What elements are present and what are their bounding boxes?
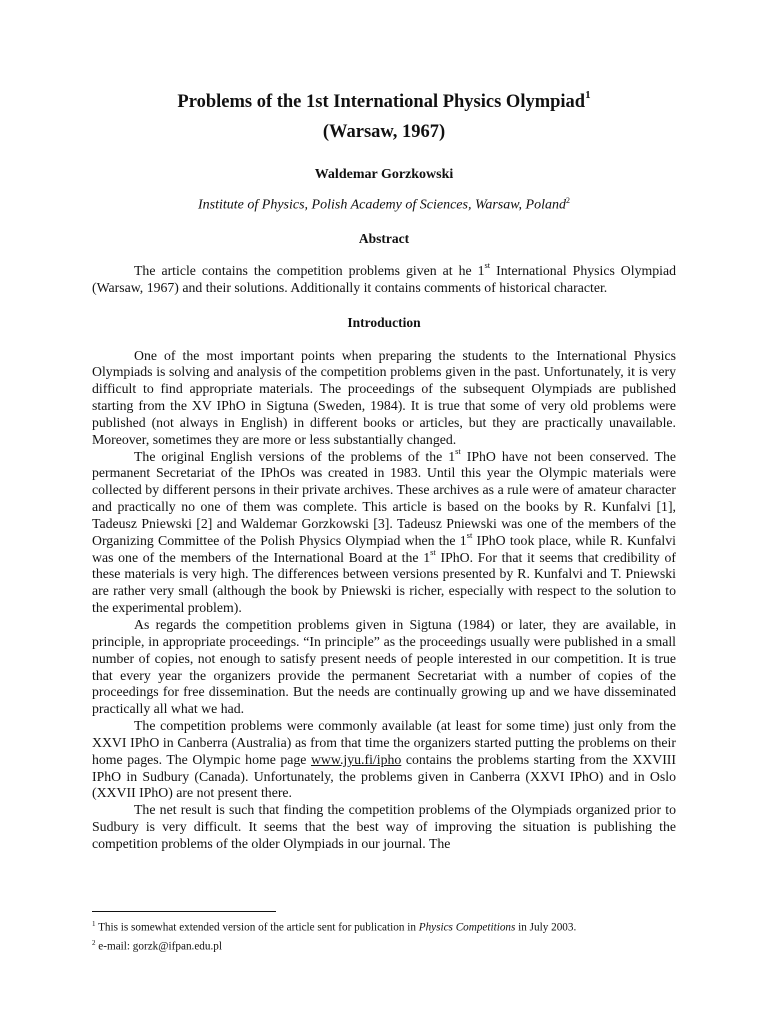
footnotes — [92, 917, 692, 954]
article-title: Problems of the 1st International Physics Olympiad$^1$ (Warsaw, 1967) — [177, 89, 591, 143]
abstract-paragraph: The article contains the competition problems given at he 1st International Physics Olympiad (Warsaw, 1967) and their solutions. Additionally it contains comments of historical character. — [92, 260, 676, 295]
article — [92, 82, 676, 853]
footnote-ref-1[interactable]: 1 — [585, 89, 591, 101]
affiliation: Institute of Physics, Polish Academy of Sciences, Warsaw, Poland$^2$ — [198, 196, 570, 213]
author-name: Waldemar Gorzkowski — [314, 167, 454, 183]
abstract-heading: Abstract — [358, 230, 410, 246]
intro-paragraph-3: As regards the competition problems given in Sigtuna (1984) or later, they are available, in principle, in appropriate proceedings. “In principle” as the proceedings usually were published in a small number of copies, not enough to satisfy present needs of people interested in our competition. It is true that every year the organizers provide the permanent Secretariat with a number of copies of the proceedings for free dissemination. But the needs are continually growing up and we have disseminated practically all what we had. — [92, 617, 676, 717]
intro-paragraph-4: The competition problems were commonly available (at least for some time) just only from the XXVI IPhO in Canberra (Australia) as from that time the organizers started putting the problems on their home pages. The Olympic home page www.jyu.fi/ipho contains the problems starting from the XXVIII IPhO in Sudbury (Canada). Unfortunately, the problems given in Canberra (XXVI IPhO) and in Oslo (XXVII IPhO) are not present there. — [92, 718, 676, 801]
intro-paragraph-1: One of the most important points when preparing the students to the International Physics Olympiads is solving and analysis of the competition problems given in the past. Unfortunately, it is very difficult to find appropriate materials. The proceedings of the subsequent Olympiads are published starting from the XV IPhO in Sigtuna (Sweden, 1984). It is true that some of very old problems were published (not always in English) in different books or articles, but they are practically unavailable. Moreover, sometimes they are more or less substantially changed. — [92, 347, 676, 447]
email-address: e-mail: gorzk@ifpan.edu.pl — [95, 940, 222, 953]
footnote-2: $^2$ e-mail: gorzk@ifpan.edu.pl — [92, 938, 222, 953]
intro-paragraph-5: The net result is such that finding the competition problems of the Olympiads organized prior to Sudbury is very difficult. It seems that the best way of improving the situation is publishing the competition problems of the older Olympiads in our journal. The — [92, 802, 676, 851]
footnote-1: $^1$ This is somewhat extended version of the article sent for publication in Physics Competitions in July 2003. — [92, 920, 577, 934]
olympic-home-page-link[interactable]: www.jyu.fi/ipho — [310, 751, 402, 767]
footnote-ref-2[interactable]: 2 — [565, 196, 570, 206]
intro-paragraph-2: The original English versions of the problems of the 1st IPhO have not been conserved. The permanent Secretariat of the IPhOs was created in 1983. Until this year the Olympic materials were collected by different persons in their private archives. These archives as a rule were of amateur character and practically no one of them was complete. This article is based on the books by R. Kunfalvi [1], Tadeusz Pniewski [2] and Waldemar Gorzkowski [3]. Tadeusz Pniewski was one of the members of the Organizing Committee of the Polish Physics Olympiad when the 1st IPhO took place, while R. Kunfalvi was one of the members of the International Board at the 1st IPhO. For that it seems that credibility of these materials is very high. The differences between versions presented by R. Kunfalvi and T. Pniewski are rather very small (although the book by Pniewski is richer, especially with respect to the solution to the experimental problem). — [92, 445, 677, 616]
introduction-heading: Introduction — [347, 314, 421, 330]
footnote-divider — [92, 911, 276, 912]
